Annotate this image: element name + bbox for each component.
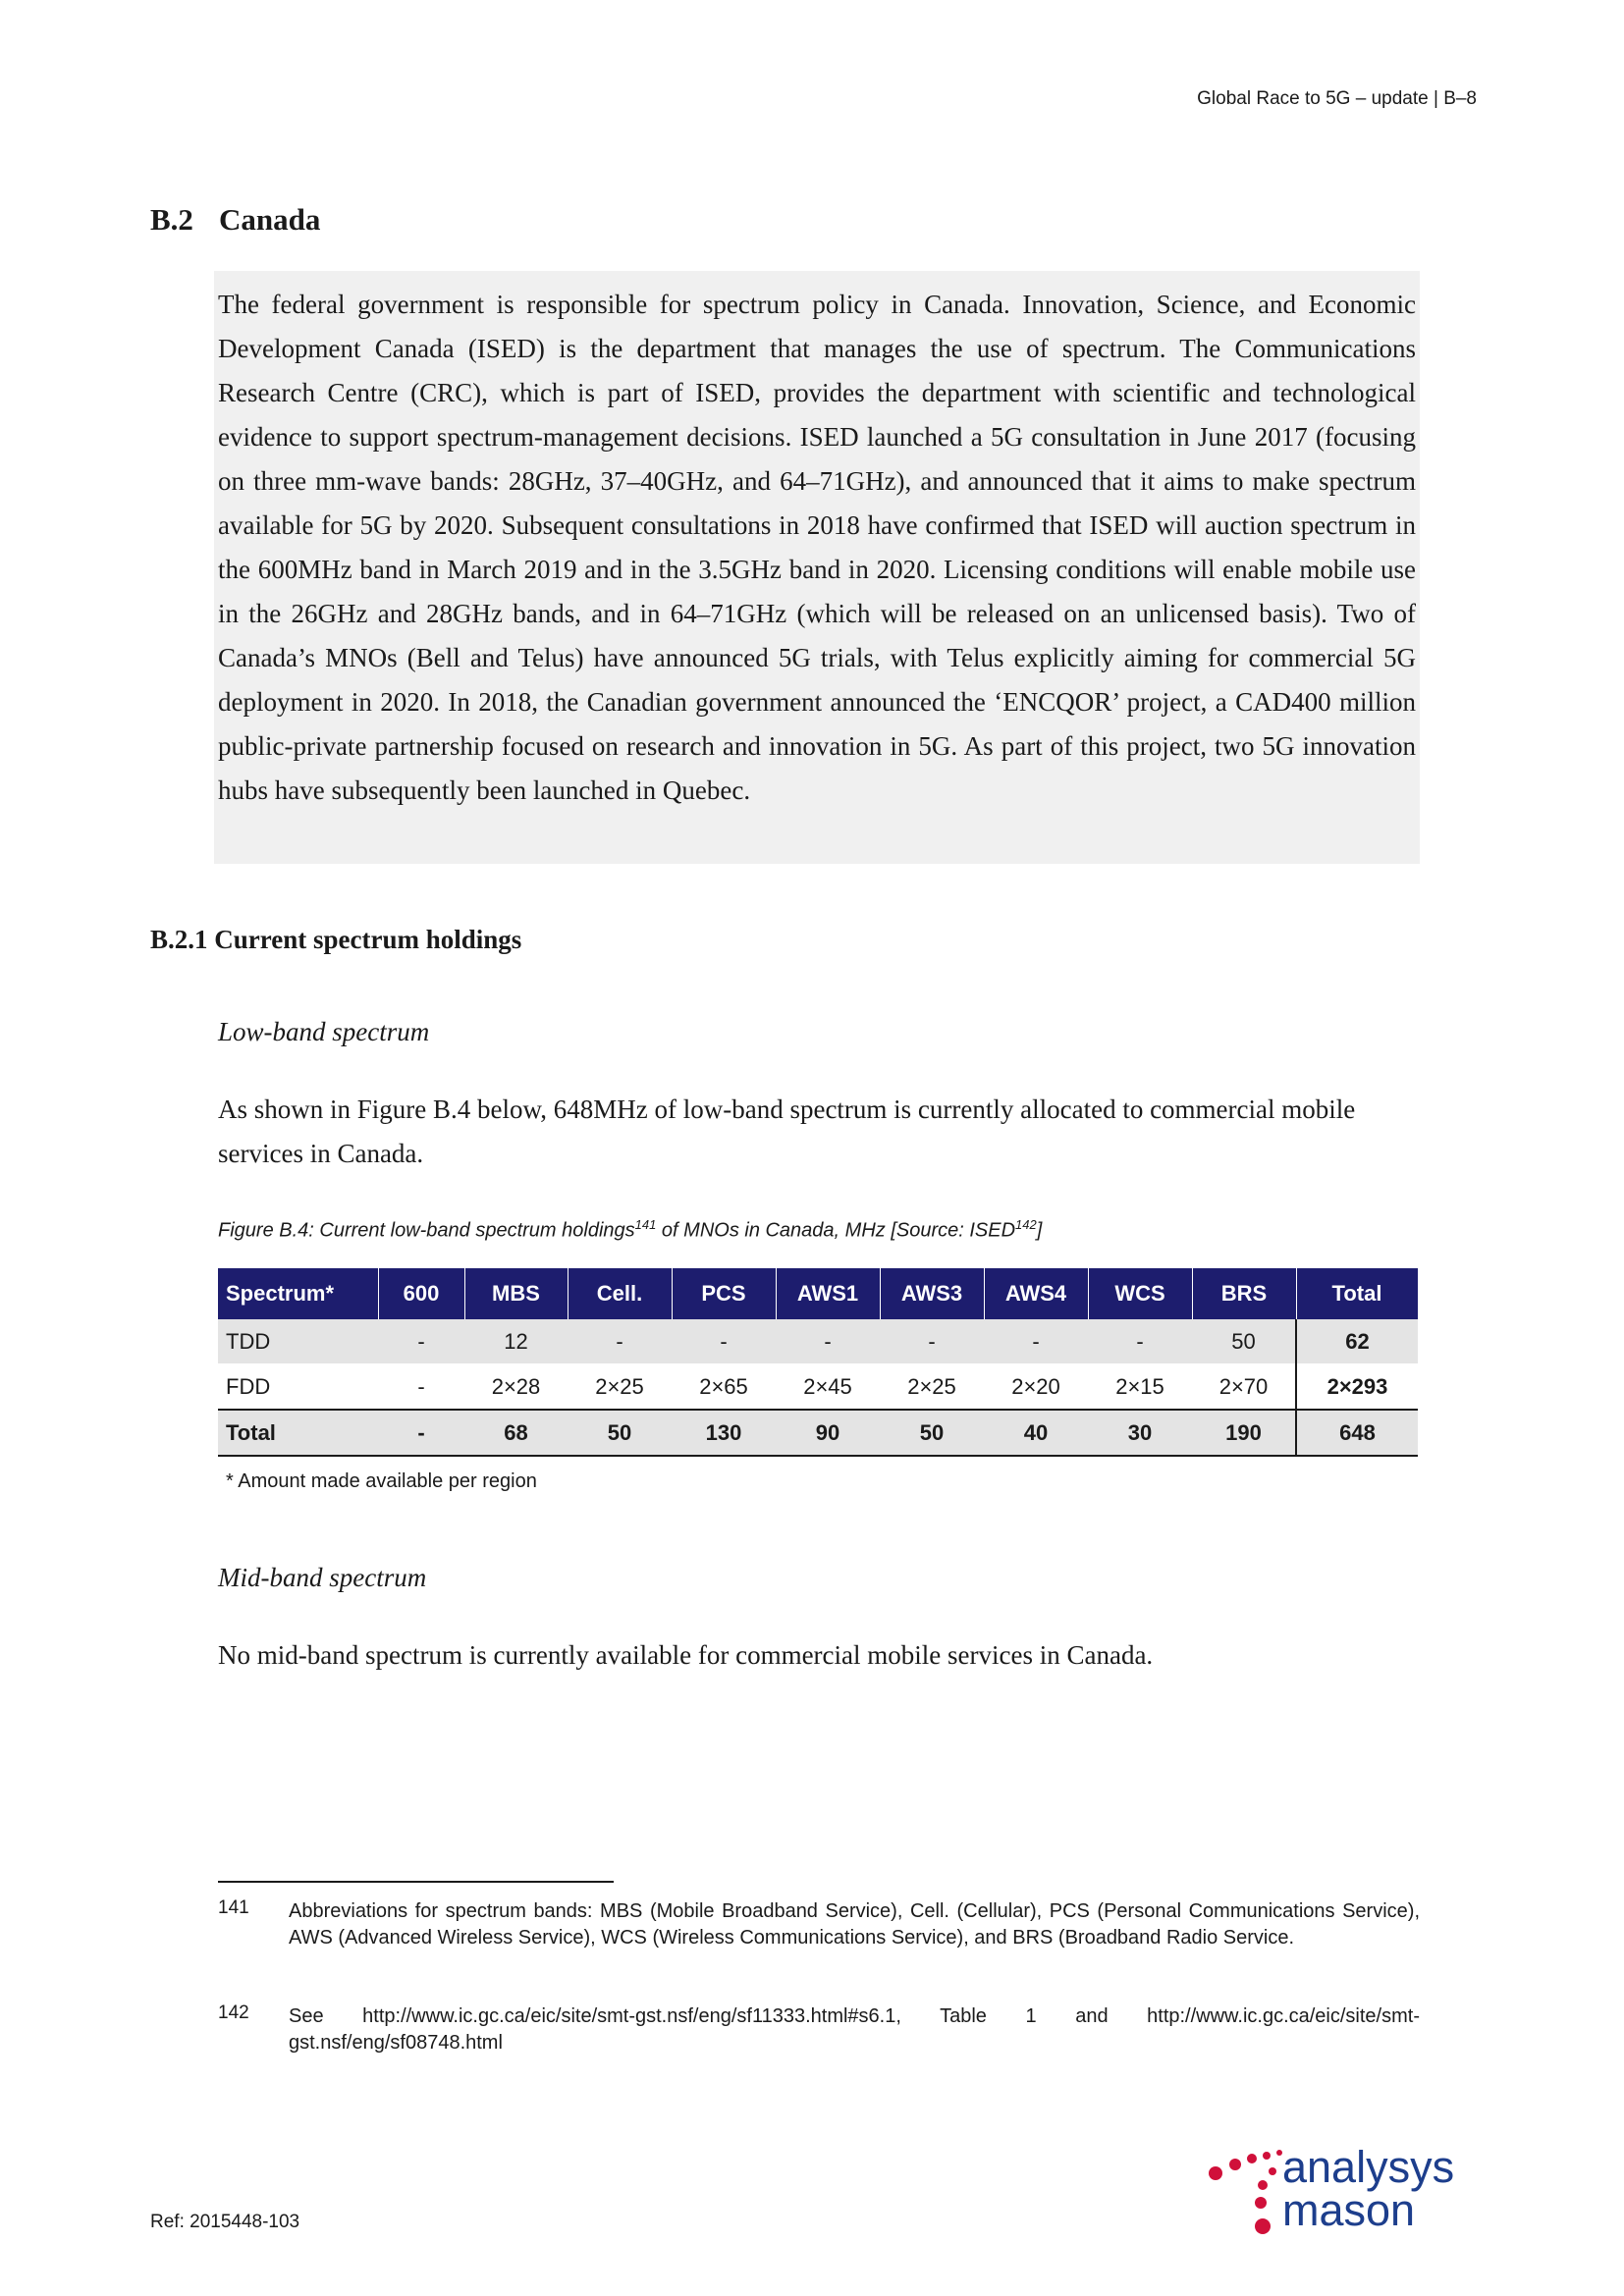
caption-text: of MNOs in Canada, MHz [Source: ISED: [656, 1219, 1016, 1242]
table-header-cell: Total: [1296, 1268, 1418, 1319]
table-cell: 62: [1296, 1319, 1418, 1364]
table-header-cell: Cell.: [568, 1268, 672, 1319]
mid-band-paragraph: No mid-band spectrum is currently available for commercial mobile services in Canada.: [218, 1640, 1154, 1670]
table-header-cell: AWS3: [880, 1268, 984, 1319]
table-header-cell: Spectrum*: [218, 1268, 378, 1319]
table-cell: -: [984, 1319, 1088, 1364]
table-cell: 2×25: [568, 1364, 672, 1411]
table-cell: 190: [1192, 1410, 1296, 1456]
table-cell: -: [378, 1364, 464, 1411]
mid-band-heading: Mid-band spectrum: [218, 1563, 427, 1592]
table-cell: -: [776, 1319, 880, 1364]
table-cell: 50: [568, 1410, 672, 1456]
analysys-mason-logo-dots: [1204, 2138, 1292, 2246]
table-header-cell: AWS4: [984, 1268, 1088, 1319]
logo-line: analysys: [1282, 2142, 1455, 2192]
table-cell: 90: [776, 1410, 880, 1456]
table-cell: 50: [880, 1410, 984, 1456]
logo-line: mason: [1282, 2185, 1416, 2235]
analysys-mason-logo-text: [1282, 2142, 1455, 2235]
table-header-cell: 600: [378, 1268, 464, 1319]
table-cell: Total: [218, 1410, 378, 1456]
caption-text: ]: [1036, 1219, 1043, 1242]
figure-caption: [218, 1217, 1042, 1243]
table-cell: 40: [984, 1410, 1088, 1456]
footnote-number: 142: [218, 2002, 249, 2023]
table-header-cell: BRS: [1192, 1268, 1296, 1319]
table-header-cell: WCS: [1088, 1268, 1192, 1319]
footnote-text: See http://www.ic.gc.ca/eic/site/smt-gst.nsf/eng/sf11333.html#s6.1, Table 1 and http://www.ic.gc.ca/eic/site/smt-gst.nsf/eng/sf08748.html: [289, 2005, 1420, 2054]
table-cell: TDD: [218, 1319, 378, 1364]
table-cell: -: [672, 1319, 776, 1364]
logo-dot: [1263, 2152, 1271, 2160]
table-cell: 12: [464, 1319, 568, 1364]
table-row: [218, 1319, 1418, 1364]
table-cell: -: [378, 1410, 464, 1456]
low-band-heading: Low-band spectrum: [218, 1017, 430, 1046]
low-band-paragraph: As shown in Figure B.4 below, 648MHz of low-band spectrum is currently allocated to commercial mobile services in Canada.: [218, 1095, 1356, 1168]
table-cell: -: [378, 1319, 464, 1364]
table-cell: 2×20: [984, 1364, 1088, 1411]
table-cell: 2×15: [1088, 1364, 1192, 1411]
spectrum-table-wrap: [218, 1268, 1418, 1457]
table-cell: 648: [1296, 1410, 1418, 1456]
table-cell: 2×65: [672, 1364, 776, 1411]
table-cell: -: [568, 1319, 672, 1364]
table-note: * Amount made available per region: [226, 1470, 537, 1492]
logo-dot: [1209, 2166, 1222, 2180]
subsection-title: B.2.1 Current spectrum holdings: [150, 925, 522, 954]
logo-dot: [1255, 2197, 1267, 2209]
table-row: [218, 1364, 1418, 1411]
spectrum-table: [218, 1268, 1419, 1457]
logo-dot: [1247, 2154, 1257, 2163]
table-cell: -: [1088, 1319, 1192, 1364]
table-cell: 50: [1192, 1319, 1296, 1364]
logo-dot: [1255, 2218, 1271, 2234]
table-header-cell: MBS: [464, 1268, 568, 1319]
table-header-cell: PCS: [672, 1268, 776, 1319]
footnote-text: Abbreviations for spectrum bands: MBS (Mobile Broadband Service), Cell. (Cellular), PCS (Personal Communications Service), AWS (Advanced Wireless Service), WCS (Wireless Communications Service), and BRS (Broadband Radio Service.: [289, 1900, 1420, 1949]
table-cell: 2×45: [776, 1364, 880, 1411]
table-cell: -: [880, 1319, 984, 1364]
table-header-cell: AWS1: [776, 1268, 880, 1319]
caption-footnote-ref: 142: [1015, 1217, 1037, 1232]
table-cell: FDD: [218, 1364, 378, 1411]
footnote-divider: [218, 1881, 614, 1883]
table-cell: 2×25: [880, 1364, 984, 1411]
table-cell: 2×28: [464, 1364, 568, 1411]
table-cell: 68: [464, 1410, 568, 1456]
section-number: B.2: [150, 202, 193, 237]
table-cell: 30: [1088, 1410, 1192, 1456]
table-cell: 2×70: [1192, 1364, 1296, 1411]
running-header: Global Race to 5G – update | B–8: [1197, 88, 1477, 109]
section-title: [150, 202, 320, 238]
document-reference: Ref: 2015448-103: [150, 2212, 300, 2232]
logo-dot: [1258, 2180, 1268, 2190]
section-heading: Canada: [219, 202, 321, 237]
table-header-row: [218, 1268, 1418, 1319]
footnote-number: 141: [218, 1897, 249, 1918]
caption-text: Figure B.4: Current low-band spectrum holdings: [218, 1219, 635, 1242]
caption-footnote-ref: 141: [634, 1217, 657, 1232]
summary-box: The federal government is responsible for spectrum policy in Canada. Innovation, Science, and Economic Development Canada (ISED) is the department that manages the use of spectrum. The Communications Research Centre (CRC), which is part of ISED, provides the department with scientific and technological evidence to support spectrum-management decisions. ISED launched a 5G consultation in June 2017 (focusing on three mm-wave bands: 28GHz, 37–40GHz, and 64–71GHz), and announced that it aims to make spectrum available for 5G by 2020. Subsequent consultations in 2018 have confirmed that ISED will auction spectrum in the 600MHz band in March 2019 and in the 3.5GHz band in 2020. Licensing conditions will enable mobile use in the 26GHz and 28GHz bands, and in 64–71GHz (which will be released on an unlicensed basis). Two of Canada’s MNOs (Bell and Telus) have announced 5G trials, with Telus explicitly aiming for commercial 5G deployment in 2020. In 2018, the Canadian government announced the ‘ENCQOR’ project, a CAD400 million public-private partnership focused on research and innovation in 5G. As part of this project, two 5G innovation hubs have subsequently been launched in Quebec.: [214, 271, 1420, 864]
table-row: [218, 1410, 1418, 1456]
table-cell: 130: [672, 1410, 776, 1456]
logo-dot: [1269, 2167, 1276, 2175]
logo-dot: [1229, 2159, 1241, 2170]
table-cell: 2×293: [1296, 1364, 1418, 1411]
